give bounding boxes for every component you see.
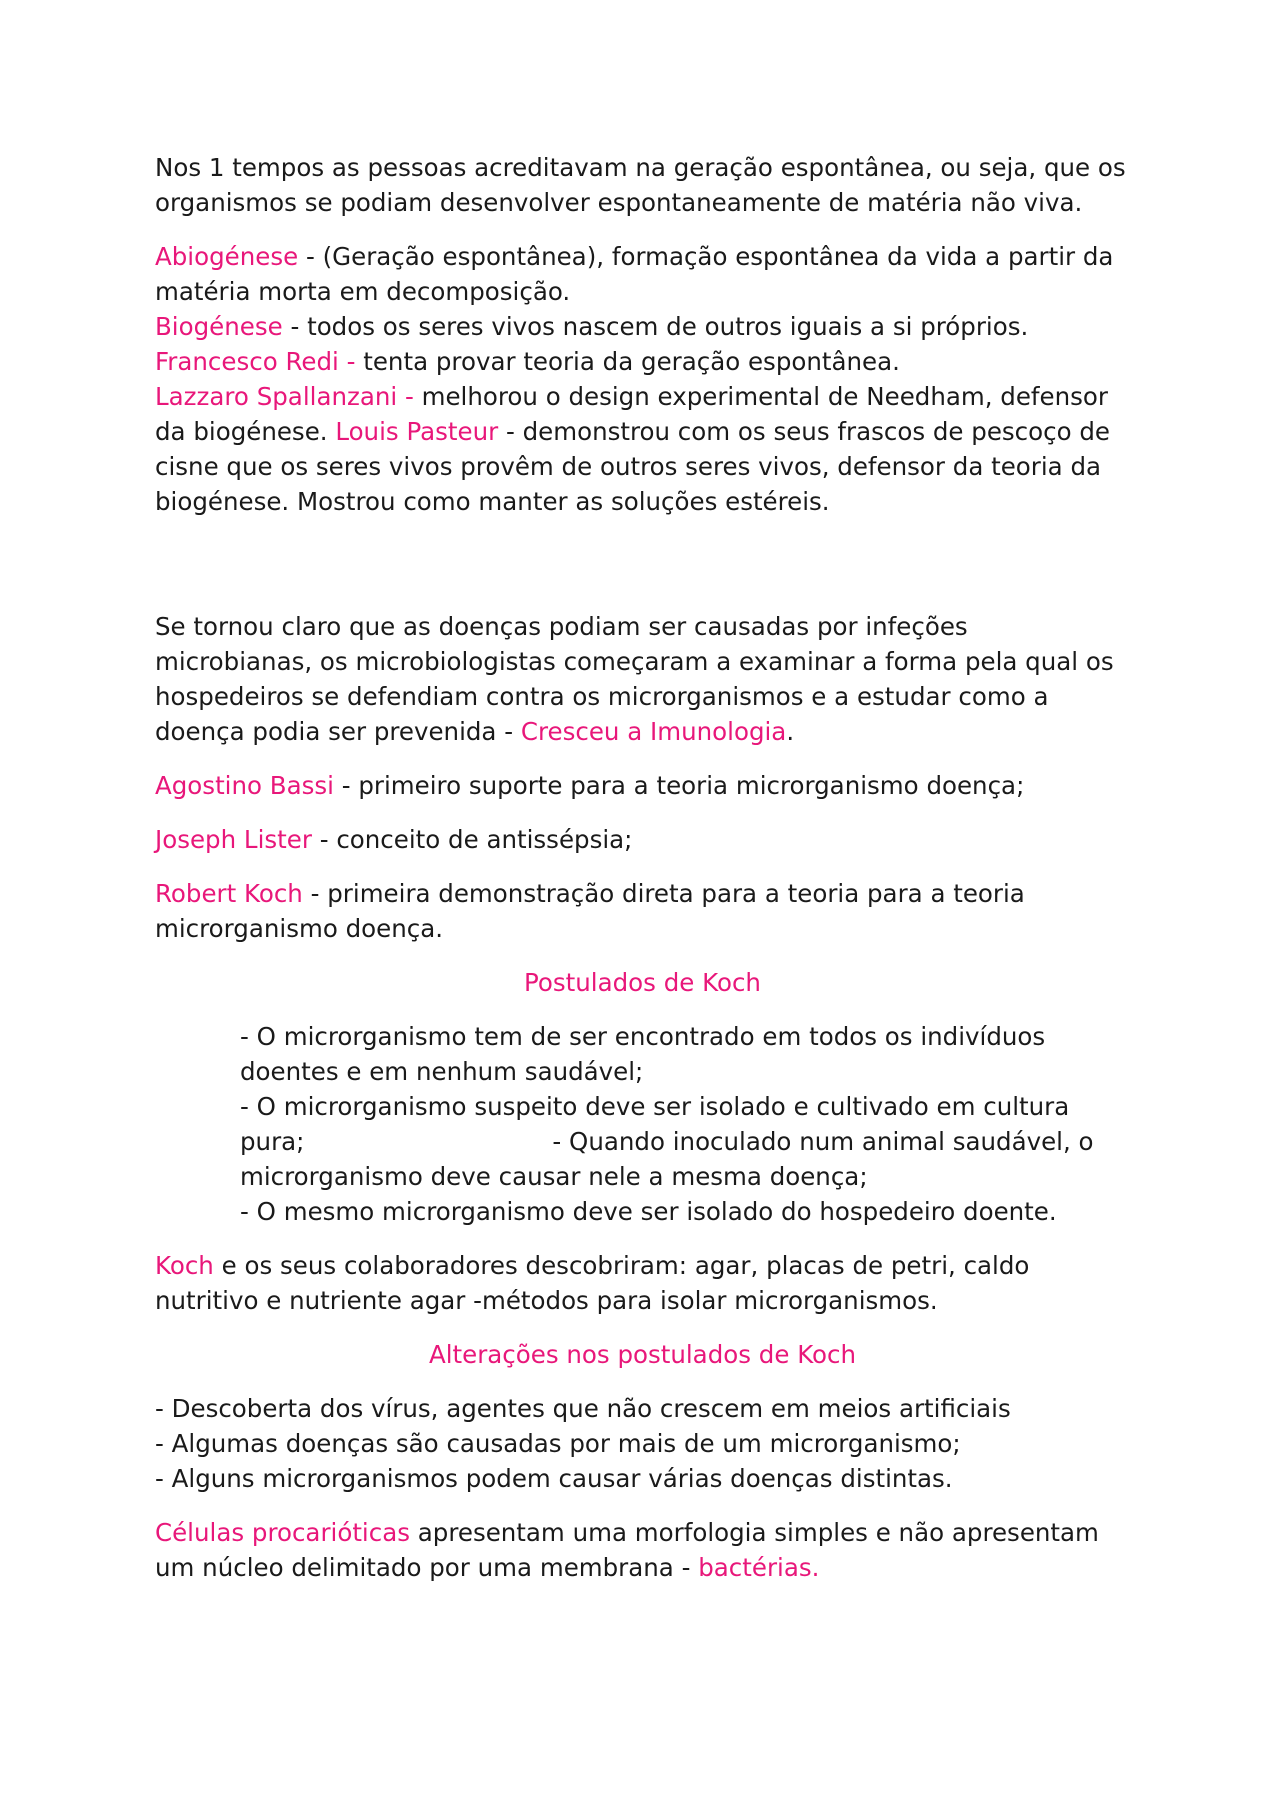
redi-term: Francesco Redi - [155,347,364,376]
koch-paragraph [155,876,1130,946]
lister-term: Joseph Lister [155,825,312,854]
bacterias-term: bactérias. [698,1553,820,1582]
postulado-item: - Quando inoculado num animal saudável, o microrganismo deve causar nele a mesma doença; [240,1127,1094,1191]
postulados-heading: Postulados de Koch [524,968,761,997]
alteracao-item: - Descoberta dos vírus, agentes que não crescem em meios artificiais [155,1394,1011,1423]
procariotas-text: apresentam uma morfologia simples e não apresentam um núcleo delimitado por uma membrana - [155,1518,1099,1582]
koch-colab-paragraph [155,1248,1130,1318]
koch-colab-text: e os seus colaboradores descobriram: agar, placas de petri, caldo nutritivo e nutriente agar -métodos para isolar microrganismos. [155,1251,1030,1315]
koch-term: Robert Koch [155,879,303,908]
postulado-item: - O microrganismo suspeito deve ser isolado e cultivado em cultura pura; [240,1092,1070,1156]
lister-paragraph [155,822,1130,857]
abiogenese-term: Abiogénese [155,242,299,271]
postulado-item: - O mesmo microrganismo deve ser isolado do hospedeiro doente. [240,1197,1057,1226]
biogenese-text: - todos os seres vivos nascem de outros iguais a si próprios. [282,312,1029,341]
alteracao-item: - Alguns microrganismos podem causar várias doenças distintas. [155,1464,953,1493]
bassi-term: Agostino Bassi [155,771,334,800]
koch-colab-term: Koch [155,1251,214,1280]
procariotas-term: Células procarióticas [155,1518,410,1547]
procariotas-paragraph [155,1515,1130,1585]
bassi-paragraph [155,768,1130,803]
postulados-list [155,1019,1130,1229]
alteracao-item: - Algumas doenças são causadas por mais de um microrganismo; [155,1429,961,1458]
document-page [155,150,1130,1585]
spallanzani-text: melhorou o design experimental de Needham, defensor da biogénese. [155,382,1108,446]
postulado-item: - O microrganismo tem de ser encontrado em todos os indivíduos doentes e em nenhum saudável; [240,1022,1046,1086]
biogenese-term: Biogénese [155,312,283,341]
pasteur-term: Louis Pasteur [335,417,499,446]
alteracoes-list [155,1391,1130,1496]
history-paragraph [155,239,1130,519]
disease-end: . [786,717,795,746]
koch-text: - primeira demonstração direta para a teoria para a teoria microrganismo doença. [155,879,1025,943]
disease-text: Se tornou claro que as doenças podiam ser causadas por infeções microbianas, os microbiologistas começaram a examinar a forma pela qual os hospedeiros se defendiam contra os microrganismos e a estudar como a doença podia ser prevenida - [155,612,1114,746]
bassi-text: - primeiro suporte para a teoria microrganismo doença; [333,771,1025,800]
abiogenese-text: - (Geração espontânea), formação espontânea da vida a partir da matéria morta em decomposição. [155,242,1114,306]
redi-text: tenta provar teoria da geração espontânea. [363,347,900,376]
immunology-term: Cresceu a Imunologia [520,717,787,746]
intro-paragraph: Nos 1 tempos as pessoas acreditavam na geração espontânea, ou seja, que os organismos se podiam desenvolver espontaneamente de matéria não viva. [155,153,1126,217]
spallanzani-term: Lazzaro Spallanzani - [155,382,422,411]
pasteur-text: - demonstrou com os seus frascos de pescoço de cisne que os seres vivos provêm de outros seres vivos, defensor da teoria da biogénese. Mostrou como manter as soluções estéreis. [155,417,1111,516]
alteracoes-heading: Alterações nos postulados de Koch [428,1340,857,1369]
lister-text: - conceito de antissépsia; [311,825,633,854]
disease-paragraph [155,609,1130,749]
